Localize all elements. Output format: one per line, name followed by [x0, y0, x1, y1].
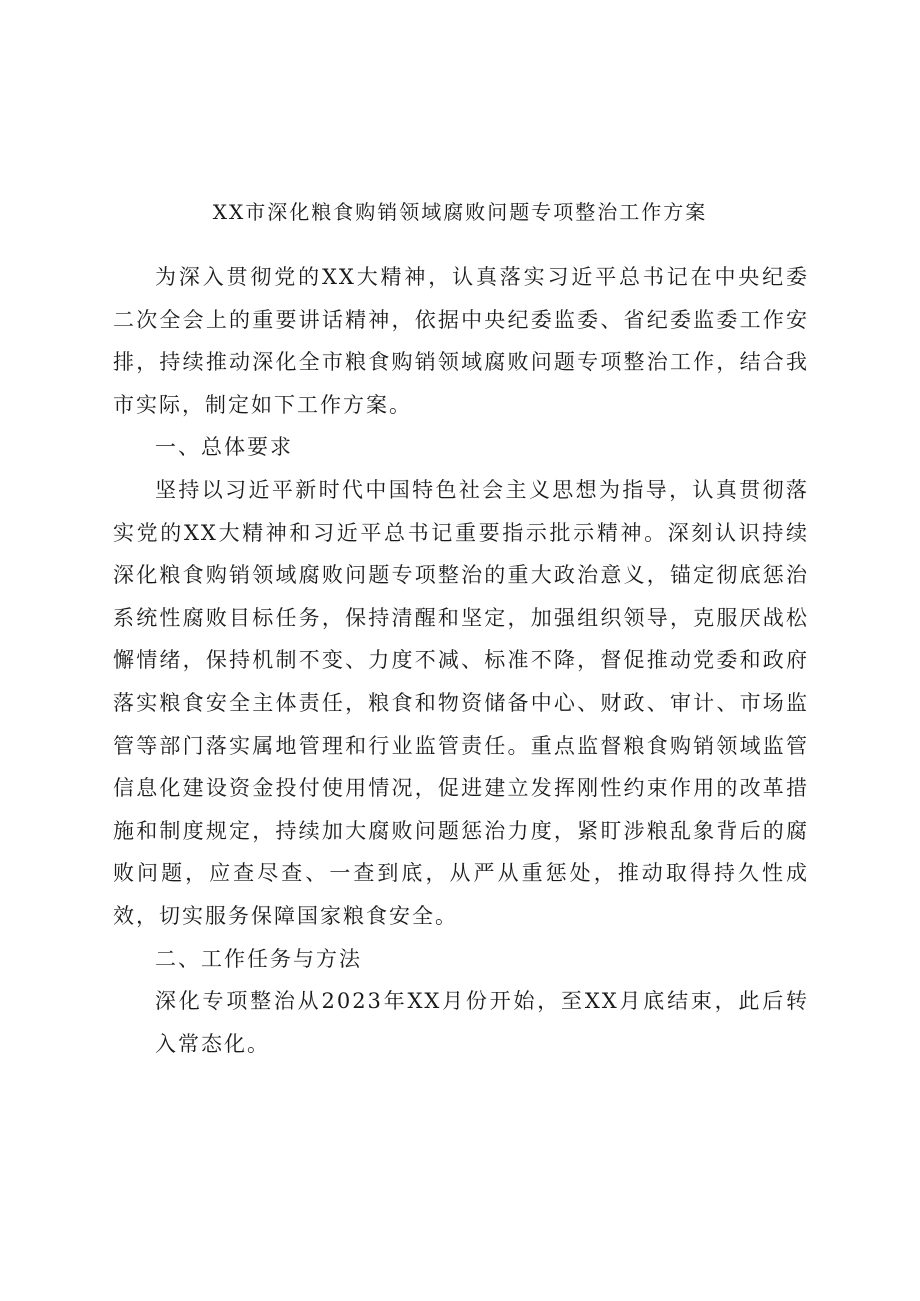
intro-paragraph: 为深入贯彻党的XX大精神，认真落实习近平总书记在中央纪委二次全会上的重要讲话精神，依据中央纪委监委、省纪委监委工作安排，持续推动深化全市粮食购销领域腐败问题专项整治工作，结合我市实际，制定如下工作方案。: [113, 265, 809, 417]
section-1-heading: 一、总体要求: [155, 435, 293, 460]
document-body: [113, 256, 809, 1065]
section-2-paragraph: 深化专项整治从2023年XX月份开始，至XX月底结束，此后转入常态化。: [155, 989, 809, 1056]
section-1-paragraph: 坚持以习近平新时代中国特色社会主义思想为指导，认真贯彻落实党的XX大精神和习近平总书记重要指示批示精神。深刻认识持续深化粮食购销领域腐败问题专项整治的重大政治意义，锚定彻底惩治系统性腐败目标任务，保持清醒和坚定，加强组织领导，克服厌战松懈情绪，保持机制不变、力度不减、标准不降，督促推动党委和政府落实粮食安全主体责任，粮食和物资储备中心、财政、审计、市场监管等部门落实属地管理和行业监管责任。重点监督粮食购销领域监管信息化建设资金投付使用情况，促进建立发挥刚性约束作用的改革措施和制度规定，持续加大腐败问题惩治力度，紧盯涉粮乱象背后的腐败问题，应查尽查、一查到底，从严从重惩处，推动取得持久性成效，切实服务保障国家粮食安全。: [113, 477, 809, 928]
document-title: XX市深化粮食购销领域腐败问题专项整治工作方案: [212, 200, 708, 224]
section-2-heading: 二、工作任务与方法: [155, 946, 362, 971]
